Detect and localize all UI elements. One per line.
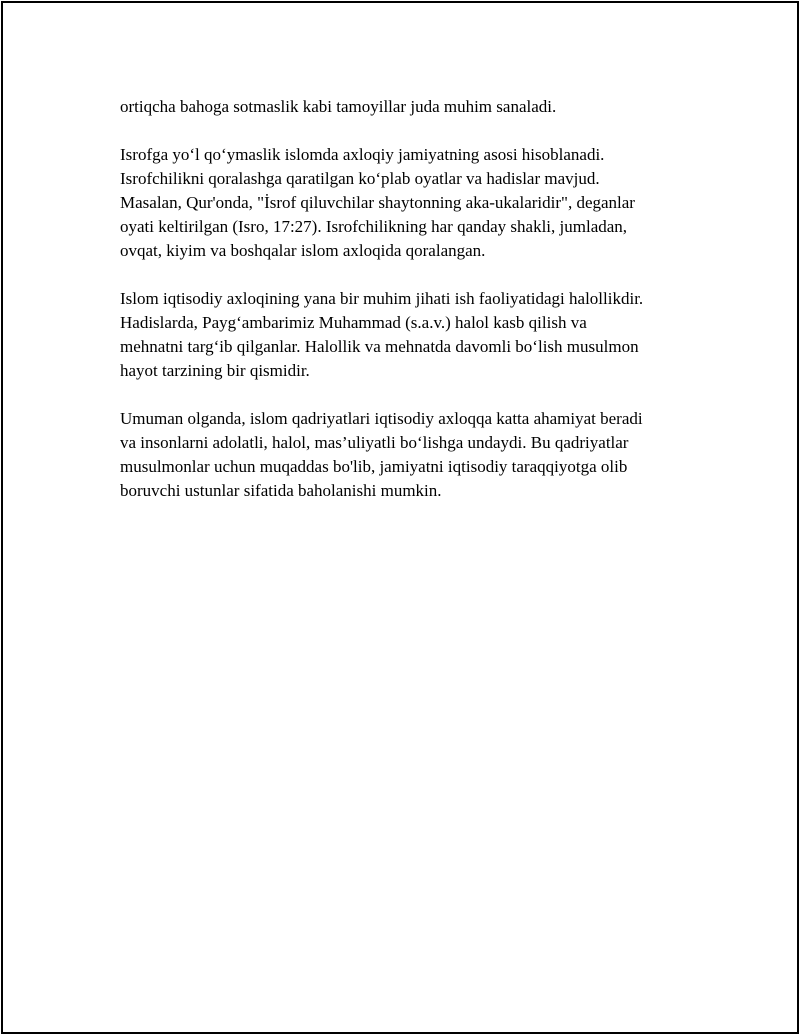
text-line: boruvchi ustunlar sifatida baholanishi mumkin. bbox=[120, 481, 442, 500]
document-body bbox=[120, 95, 700, 527]
paragraph-2 bbox=[120, 143, 700, 263]
text-line: ortiqcha bahoga sotmaslik kabi tamoyillar juda muhim sanaladi. bbox=[120, 97, 557, 116]
text-line: Hadislarda, Payg‘ambarimiz Muhammad (s.a.v.) halol kasb qilish va bbox=[120, 313, 587, 332]
page-frame bbox=[1, 1, 799, 1034]
text-line: ovqat, kiyim va boshqalar islom axloqida qoralangan. bbox=[120, 241, 486, 260]
paragraph-1 bbox=[120, 95, 700, 119]
text-line: Isrofchilikni qoralashga qaratilgan ko‘plab oyatlar va hadislar mavjud. bbox=[120, 169, 600, 188]
text-line: mehnatni targ‘ib qilganlar. Halollik va mehnatda davomli bo‘lish musulmon bbox=[120, 337, 639, 356]
paragraph-3 bbox=[120, 287, 700, 383]
text-line: Masalan, Qur'onda, "İsrof qiluvchilar shaytonning aka-ukalaridir", deganlar bbox=[120, 193, 635, 212]
text-line: Isrofga yo‘l qo‘ymaslik islomda axloqiy jamiyatning asosi hisoblanadi. bbox=[120, 145, 605, 164]
text-line: musulmonlar uchun muqaddas bo'lib, jamiyatni iqtisodiy taraqqiyotga olib bbox=[120, 457, 628, 476]
text-line: Umuman olganda, islom qadriyatlari iqtisodiy axloqqa katta ahamiyat beradi bbox=[120, 409, 643, 428]
text-line: Islom iqtisodiy axloqining yana bir muhim jihati ish faoliyatidagi halollikdir. bbox=[120, 289, 644, 308]
text-line: oyati keltirilgan (Isro, 17:27). Isrofchilikning har qanday shakli, jumladan, bbox=[120, 217, 628, 236]
text-line: va insonlarni adolatli, halol, mas’uliyatli bo‘lishga undaydi. Bu qadriyatlar bbox=[120, 433, 629, 452]
paragraph-4 bbox=[120, 407, 700, 503]
text-line: hayot tarzining bir qismidir. bbox=[120, 361, 310, 380]
